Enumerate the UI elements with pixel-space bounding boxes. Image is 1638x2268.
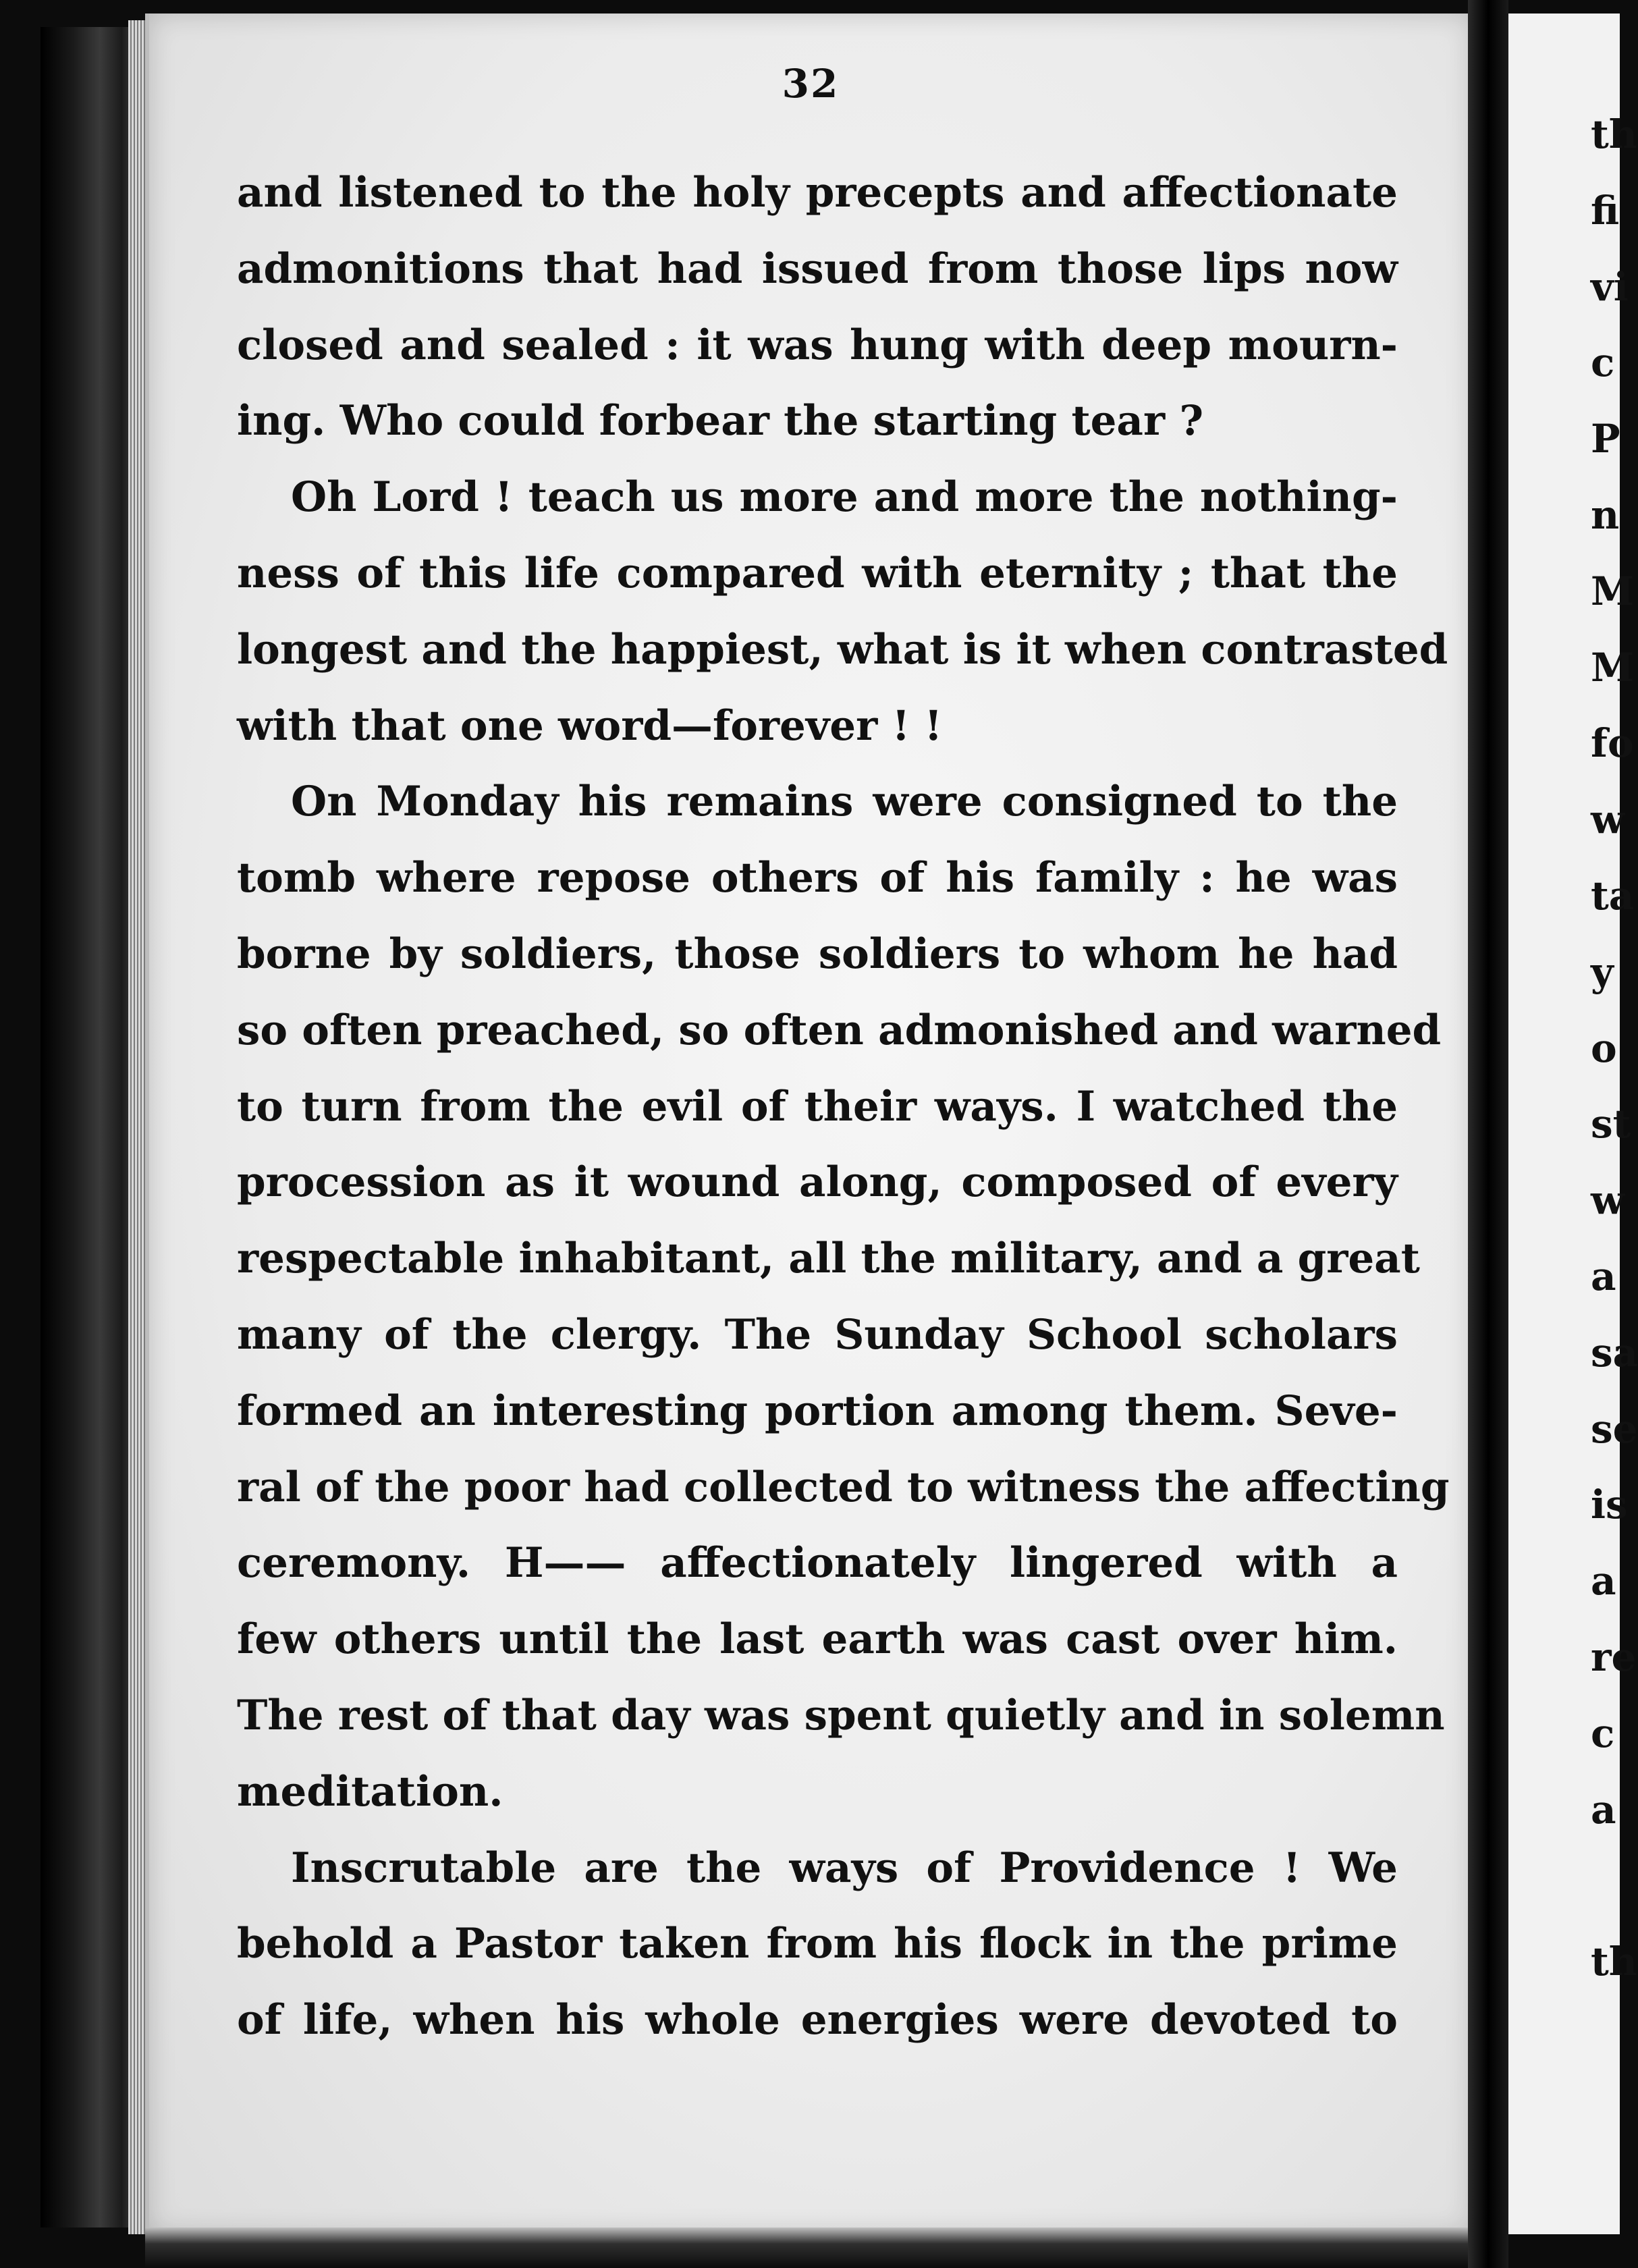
facing-page-fragment: w [1591,1177,1625,1224]
text-line: admonitions that had issued from those lips now [237,244,1398,293]
facing-page-fragment: a [1591,1558,1616,1604]
facing-page-fragment: y [1591,948,1614,995]
facing-page-fragment: st [1591,1101,1631,1148]
book-page [145,14,1472,2234]
text-line: closed and sealed : it was hung with deep mourn- [237,321,1398,369]
text-line: Oh Lord ! teach us more and more the nothing- [291,473,1398,522]
text-line: and listened to the holy precepts and affectionate [237,169,1398,217]
text-line: The rest of that day was spent quietly and in solemn [237,1691,1445,1739]
text-line: On Monday his remains were consigned to the [291,778,1398,826]
text-line: few others until the last earth was cast over him. [237,1615,1398,1664]
text-line: many of the clergy. The Sunday School scholars [237,1310,1398,1359]
facing-page-fragment: w [1591,796,1625,843]
facing-page-fragment: fo [1591,720,1634,767]
page-number: 32 [782,61,840,107]
facing-page-fragment: n [1591,492,1620,538]
text-line: behold a Pastor taken from his flock in the prime [237,1920,1398,1968]
body-text [237,155,1450,2059]
facing-page-fragment: vi [1591,263,1629,310]
facing-page-fragment: re [1591,1634,1637,1680]
facing-page-fragment: sa [1591,1329,1638,1376]
text-line: so often preached, so often admonished and warned [237,1006,1442,1054]
text-line: ral of the poor had collected to witness the affecting [237,1463,1450,1511]
facing-page-fragment: th [1591,1939,1637,1985]
text-line: respectable inhabitant, all the military, and a great [237,1235,1420,1283]
text-line: with that one word—forever ! ! [237,701,943,750]
text-line: meditation. [237,1767,503,1816]
facing-page-fragment: th [1591,111,1637,157]
facing-page-fragment: is [1591,1482,1628,1528]
text-line: borne by soldiers, those soldiers to whom he had [237,929,1398,978]
text-line: longest and the happiest, what is it when contrasted [237,625,1448,674]
facing-page-fragment: M [1591,568,1635,614]
text-line: tomb where repose others of his family : he was [237,854,1398,902]
text-line: ing. Who could forbear the starting tear ? [237,397,1204,446]
text-line: Inscrutable are the ways of Providence ! We [291,1843,1398,1892]
text-line: procession as it wound along, composed of every [237,1158,1398,1207]
facing-page-fragment: fi [1591,187,1620,234]
facing-page-fragment: se [1591,1405,1638,1452]
facing-page [1508,14,1638,2234]
facing-page-fragment: P [1591,416,1620,462]
book-gutter [1468,0,1508,2268]
text-line: ness of this life compared with eternity ; that the [237,549,1398,597]
facing-page-fragment: c [1591,340,1615,386]
facing-page-fragment: a [1591,1786,1616,1833]
text-line: to turn from the evil of their ways. I watched the [237,1082,1398,1131]
text-line: of life, when his whole energies were devoted to [237,1996,1398,2045]
text-line: ceremony. H—— affectionately lingered with a [237,1539,1398,1588]
page-bottom-edge [145,2228,1468,2268]
text-line: formed an interesting portion among them. Seve- [237,1386,1398,1435]
facing-page-fragment: ta [1591,873,1635,919]
facing-page-fragment: a [1591,1253,1616,1299]
facing-page-fragment: c [1591,1710,1615,1756]
facing-page-fragment: o [1591,1025,1617,1071]
facing-page-fragment: M [1591,644,1635,691]
